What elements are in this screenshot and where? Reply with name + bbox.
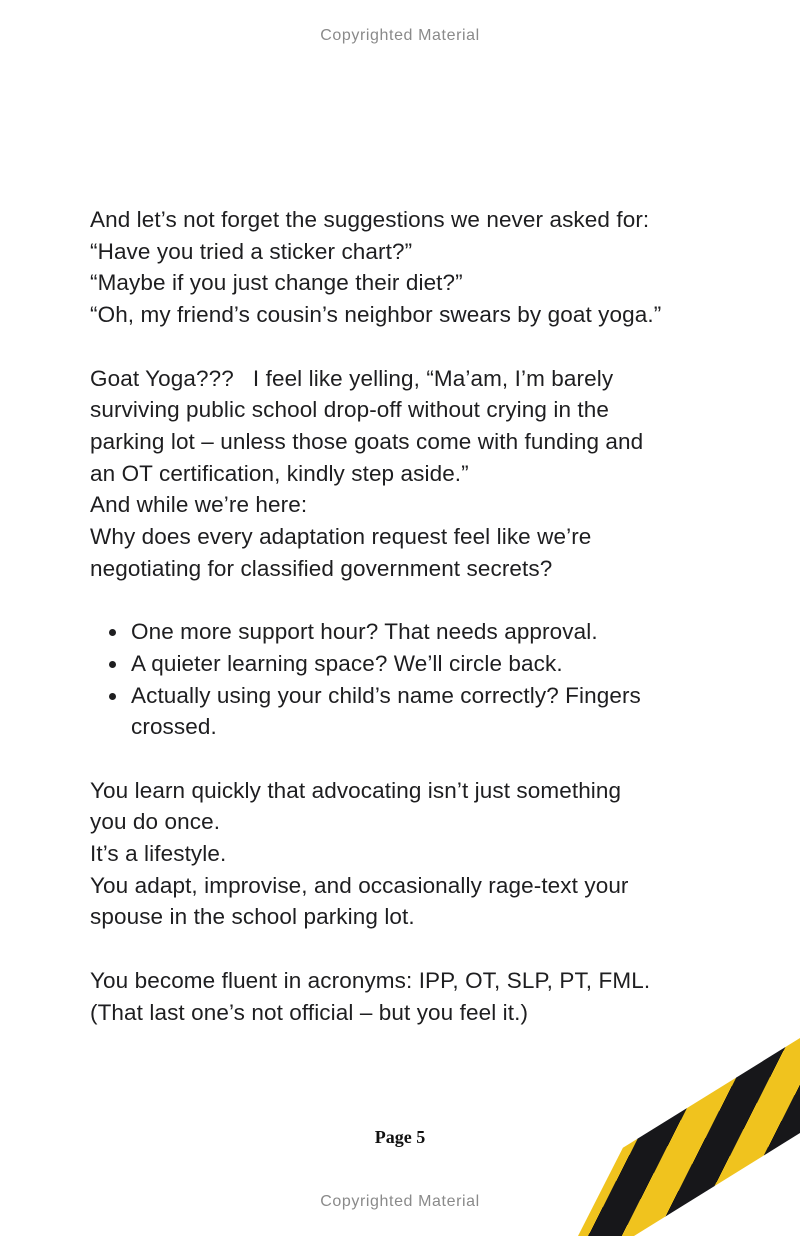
bullet-list <box>90 616 735 743</box>
copyright-notice-bottom: Copyrighted Material <box>320 1193 480 1210</box>
text-line: surviving public school drop-off without crying in the <box>90 397 609 423</box>
paragraph <box>90 775 735 934</box>
text-line: “Have you tried a sticker chart?” <box>90 238 413 264</box>
text-line: spouse in the school parking lot. <box>90 904 415 930</box>
text-line: “Maybe if you just change their diet?” <box>90 270 463 296</box>
bullet-item-line: A quieter learning space? We’ll circle back. <box>90 648 735 680</box>
text-line: It’s a lifestyle. <box>90 841 227 867</box>
bullet-wrap-line: crossed. <box>131 714 217 740</box>
bullet-item-line: One more support hour? That needs approval. <box>90 616 735 648</box>
text-line: you do once. <box>90 809 221 835</box>
text-line: You adapt, improvise, and occasionally rage-text your <box>90 872 629 898</box>
text-line: parking lot – unless those goats come with funding and <box>90 428 644 454</box>
text-line: “Oh, my friend’s cousin’s neighbor swears by goat yoga.” <box>90 302 662 328</box>
text-line: Goat Yoga??? I feel like yelling, “Ma’am, I’m barely <box>90 365 614 391</box>
text-line: negotiating for classified government secrets? <box>90 555 553 581</box>
paragraph <box>90 204 735 331</box>
body-text <box>90 204 735 1028</box>
text-line: (That last one’s not official – but you feel it.) <box>90 999 529 1025</box>
text-line: You learn quickly that advocating isn’t just something <box>90 777 622 803</box>
page-number: Page 5 <box>374 1127 426 1147</box>
bullet-item-line: Actually using your child’s name correctly? Fingers <box>90 680 735 712</box>
text-line: Why does every adaptation request feel like we’re <box>90 524 592 550</box>
paragraph <box>90 965 735 1028</box>
copyright-notice-top: Copyrighted Material <box>320 27 480 44</box>
text-line: And let’s not forget the suggestions we never asked for: <box>90 207 650 232</box>
paragraph <box>90 363 735 585</box>
text-line: an OT certification, kindly step aside.” <box>90 460 469 486</box>
text-line: And while we’re here: <box>90 492 308 518</box>
text-line: You become fluent in acronyms: IPP, OT, SLP, PT, FML. <box>90 967 651 993</box>
